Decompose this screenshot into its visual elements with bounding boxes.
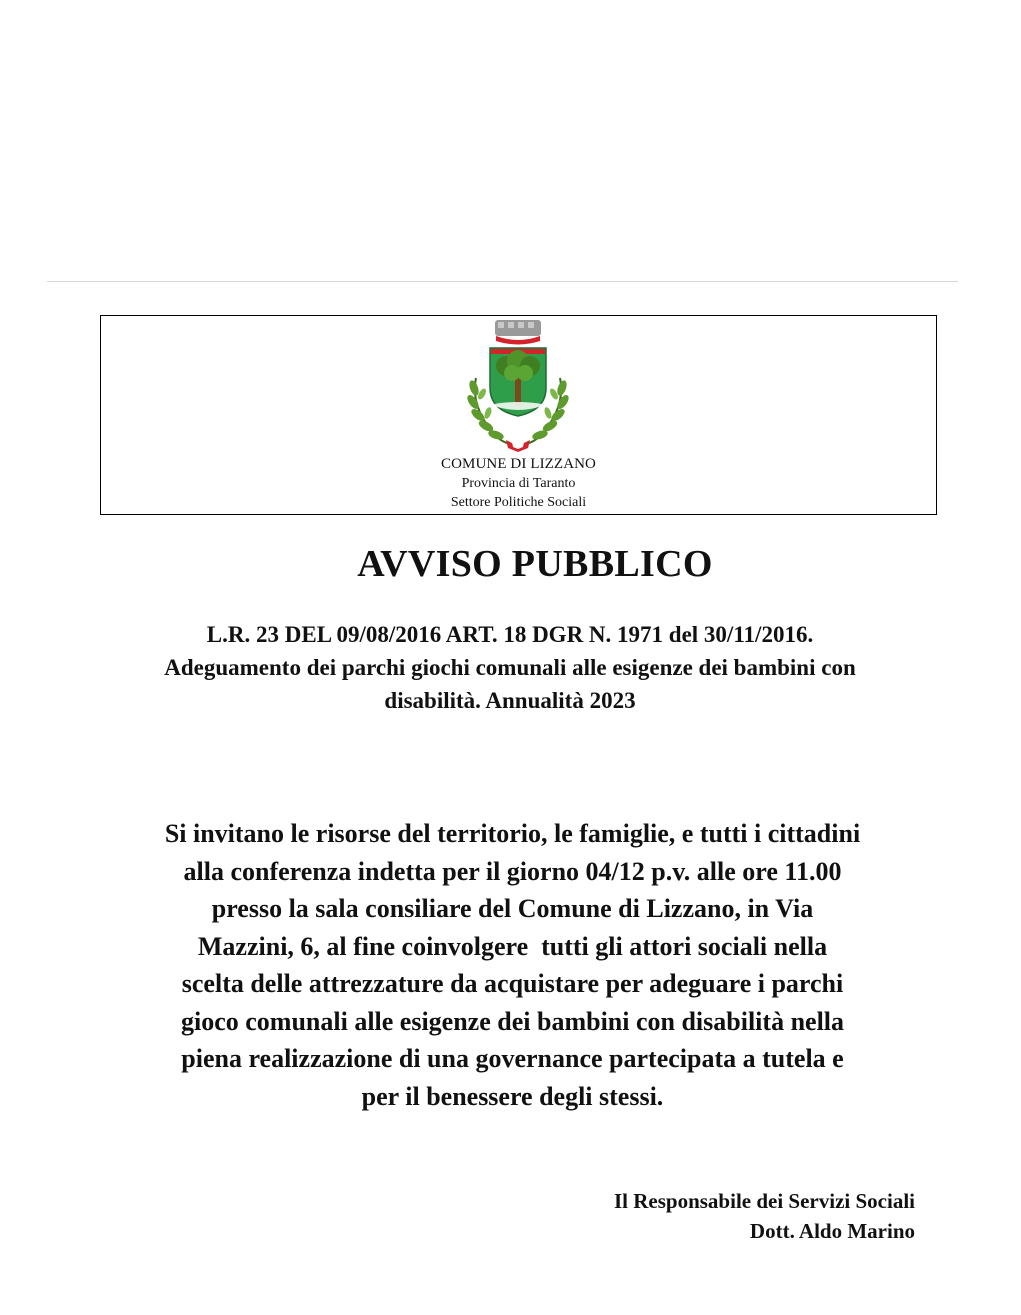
municipality-name: COMUNE DI LIZZANO xyxy=(440,456,596,472)
body-line: Mazzini, 6, al fine coinvolgere tutti gli attori sociali nella xyxy=(197,931,828,961)
subtitle-line: L.R. 23 DEL 09/08/2016 ART. 18 DGR N. 1971 del 30/11/2016. xyxy=(206,622,814,647)
body-line: per il benessere degli stessi. xyxy=(361,1081,664,1111)
subtitle-line: Adeguamento dei parchi giochi comunali alle esigenze dei bambini con xyxy=(164,655,856,680)
signatory-role: Il Responsabile dei Servizi Sociali xyxy=(613,1189,915,1213)
top-divider xyxy=(47,281,958,282)
shield-icon xyxy=(490,348,546,416)
coat-of-arms-icon xyxy=(458,318,578,454)
body-line: piena realizzazione di una governance partecipata a tutela e xyxy=(181,1044,844,1073)
body-line: Si invitano le risorse del territorio, le famiglie, e tutti i cittadini xyxy=(164,819,861,848)
province-name: Provincia di Taranto xyxy=(461,476,576,491)
body-line: gioco comunali alle esigenze dei bambini con disabilità nella xyxy=(180,1006,845,1036)
signatory-name: Dott. Aldo Marino xyxy=(749,1219,915,1243)
ribbon-icon xyxy=(506,440,530,452)
department-name: Settore Politiche Sociali xyxy=(450,495,587,510)
page-title: AVVISO PUBBLICO xyxy=(357,543,713,585)
body-line: presso la sala consiliare del Comune di Lizzano, in Via xyxy=(211,894,814,923)
body-line: alla conferenza indetta per il giorno 04/12 p.v. alle ore 11.00 xyxy=(183,856,842,886)
notice-subtitle xyxy=(60,618,960,717)
subtitle-line: disabilità. Annualità 2023 xyxy=(384,688,636,713)
signature-block xyxy=(614,1186,915,1246)
crown-icon xyxy=(495,320,541,345)
notice-body xyxy=(60,815,965,1115)
letterhead-text xyxy=(100,455,937,512)
body-line: scelta delle attrezzature da acquistare per adeguare i parchi xyxy=(181,969,844,998)
